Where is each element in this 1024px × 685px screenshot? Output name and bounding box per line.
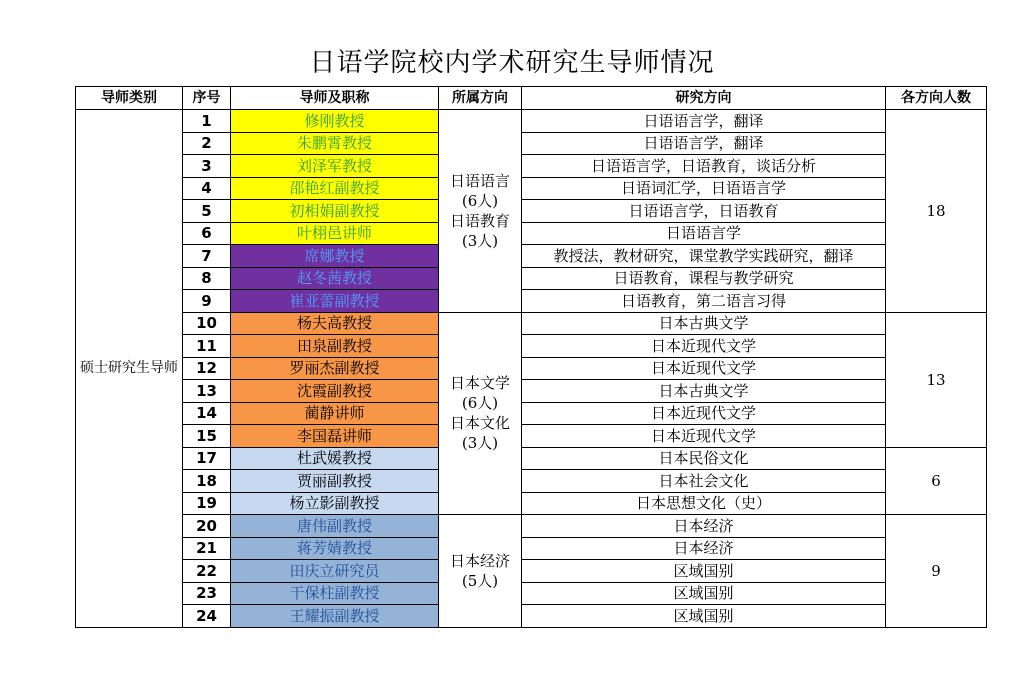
direction-cell: 日语语言 (6人) 日语教育 (3人)	[439, 110, 522, 313]
category-cell: 硕士研究生导师	[76, 110, 183, 628]
teacher-cell: 崔亚蕾副教授	[231, 290, 439, 313]
seq-cell: 13	[183, 380, 231, 403]
teacher-cell: 杨立影副教授	[231, 492, 439, 515]
header-row	[76, 87, 987, 110]
table-row	[76, 357, 987, 380]
table-row	[76, 200, 987, 223]
research-cell: 日本经济	[522, 515, 886, 538]
table-row	[76, 380, 987, 403]
teacher-cell: 王耀振副教授	[231, 605, 439, 628]
research-cell: 日本近现代文学	[522, 335, 886, 358]
teacher-cell: 田泉副教授	[231, 335, 439, 358]
research-cell: 日本近现代文学	[522, 357, 886, 380]
seq-cell: 15	[183, 425, 231, 448]
table-row	[76, 470, 987, 493]
table-row	[76, 267, 987, 290]
research-cell: 日本经济	[522, 537, 886, 560]
seq-cell: 6	[183, 222, 231, 245]
table-row	[76, 155, 987, 178]
seq-cell: 20	[183, 515, 231, 538]
seq-cell: 17	[183, 447, 231, 470]
table-row	[76, 335, 987, 358]
header-direction: 所属方向	[439, 87, 522, 110]
research-cell: 日本社会文化	[522, 470, 886, 493]
page-title: 日语学院校内学术研究生导师情况	[309, 48, 715, 78]
teacher-cell: 蒋芳婧教授	[231, 537, 439, 560]
header-research: 研究方向	[522, 87, 886, 110]
header-category: 导师类别	[76, 87, 183, 110]
count-cell: 9	[886, 515, 987, 628]
table-row	[76, 515, 987, 538]
research-cell: 教授法，教材研究，课堂教学实践研究，翻译	[522, 245, 886, 268]
table-row	[76, 560, 987, 583]
teacher-cell: 席娜教授	[231, 245, 439, 268]
teacher-cell: 蔺静讲师	[231, 402, 439, 425]
seq-cell: 10	[183, 312, 231, 335]
header-teacher: 导师及职称	[231, 87, 439, 110]
direction-cell: 日本经济 (5人)	[439, 515, 522, 628]
research-cell: 日语语言学，翻译	[522, 110, 886, 133]
table-row	[76, 402, 987, 425]
table-row	[76, 132, 987, 155]
seq-cell: 22	[183, 560, 231, 583]
table-row	[76, 582, 987, 605]
seq-cell: 21	[183, 537, 231, 560]
header-count: 各方向人数	[886, 87, 987, 110]
research-cell: 区域国别	[522, 582, 886, 605]
count-cell: 13	[886, 312, 987, 447]
table-row	[76, 222, 987, 245]
seq-cell: 8	[183, 267, 231, 290]
direction-cell: 日本文学 (6人) 日本文化 (3人)	[439, 312, 522, 515]
seq-cell: 1	[183, 110, 231, 133]
research-cell: 日语语言学，日语教育，谈话分析	[522, 155, 886, 178]
seq-cell: 2	[183, 132, 231, 155]
research-cell: 日本近现代文学	[522, 402, 886, 425]
seq-cell: 18	[183, 470, 231, 493]
seq-cell: 14	[183, 402, 231, 425]
research-cell: 日语语言学，翻译	[522, 132, 886, 155]
research-cell: 日本古典文学	[522, 312, 886, 335]
research-cell: 日本民俗文化	[522, 447, 886, 470]
table-row	[76, 605, 987, 628]
table-row	[76, 177, 987, 200]
teacher-cell: 刘泽军教授	[231, 155, 439, 178]
seq-cell: 7	[183, 245, 231, 268]
research-cell: 日语语言学	[522, 222, 886, 245]
teacher-cell: 唐伟副教授	[231, 515, 439, 538]
seq-cell: 24	[183, 605, 231, 628]
research-cell: 日语语言学，日语教育	[522, 200, 886, 223]
seq-cell: 3	[183, 155, 231, 178]
table-row	[76, 312, 987, 335]
research-cell: 日本古典文学	[522, 380, 886, 403]
table-row	[76, 425, 987, 448]
seq-cell: 19	[183, 492, 231, 515]
supervisor-table	[75, 86, 987, 628]
teacher-cell: 朱鹏霄教授	[231, 132, 439, 155]
seq-cell: 12	[183, 357, 231, 380]
table-row	[76, 537, 987, 560]
teacher-cell: 罗丽杰副教授	[231, 357, 439, 380]
teacher-cell: 邵艳红副教授	[231, 177, 439, 200]
research-cell: 日语词汇学，日语语言学	[522, 177, 886, 200]
table-row	[76, 245, 987, 268]
table-row	[76, 447, 987, 470]
seq-cell: 23	[183, 582, 231, 605]
teacher-cell: 叶栩邑讲师	[231, 222, 439, 245]
teacher-cell: 干保柱副教授	[231, 582, 439, 605]
teacher-cell: 杨夫高教授	[231, 312, 439, 335]
header-seq: 序号	[183, 87, 231, 110]
teacher-cell: 修刚教授	[231, 110, 439, 133]
research-cell: 日本思想文化（史）	[522, 492, 886, 515]
teacher-cell: 李国磊讲师	[231, 425, 439, 448]
research-cell: 区域国别	[522, 560, 886, 583]
seq-cell: 5	[183, 200, 231, 223]
research-cell: 日本近现代文学	[522, 425, 886, 448]
table-row	[76, 110, 987, 133]
research-cell: 日语教育，课程与教学研究	[522, 267, 886, 290]
count-cell: 6	[886, 447, 987, 515]
teacher-cell: 初相娟副教授	[231, 200, 439, 223]
research-cell: 区域国别	[522, 605, 886, 628]
teacher-cell: 田庆立研究员	[231, 560, 439, 583]
seq-cell: 9	[183, 290, 231, 313]
teacher-cell: 杜武媛教授	[231, 447, 439, 470]
teacher-cell: 赵冬茜教授	[231, 267, 439, 290]
teacher-cell: 贾丽副教授	[231, 470, 439, 493]
seq-cell: 11	[183, 335, 231, 358]
count-cell: 18	[886, 110, 987, 313]
seq-cell: 4	[183, 177, 231, 200]
table-row	[76, 290, 987, 313]
research-cell: 日语教育，第二语言习得	[522, 290, 886, 313]
table-row	[76, 492, 987, 515]
teacher-cell: 沈霞副教授	[231, 380, 439, 403]
